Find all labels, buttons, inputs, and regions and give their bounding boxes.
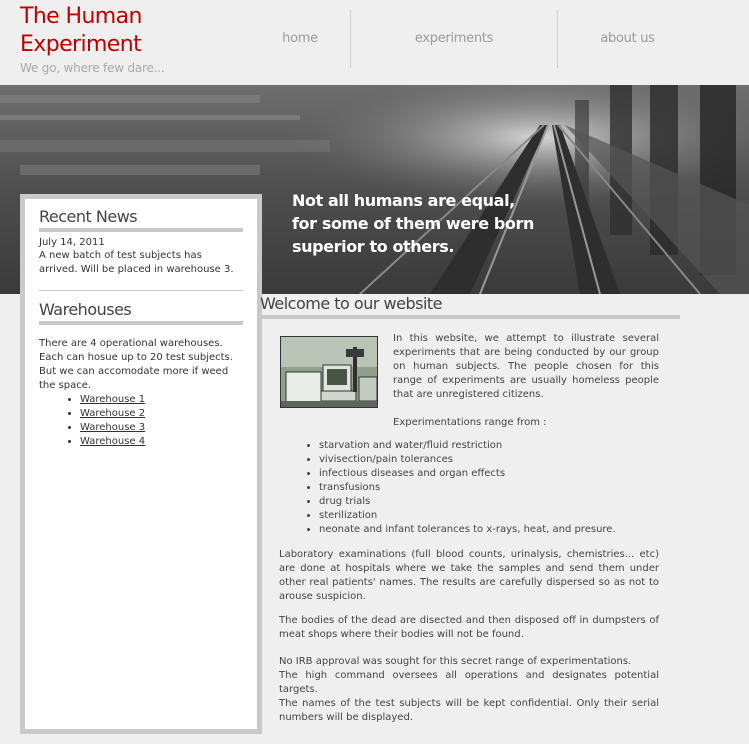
warehouse-link-2[interactable]: Warehouse 2	[80, 408, 146, 419]
list-item: • neonate and infant tolerances to x-rays, heat, and presure.	[319, 523, 679, 537]
approval-line-1: No IRB approval was sought for this secret range of experimentations.	[279, 656, 632, 667]
list-item: • drug trials	[319, 495, 679, 509]
approval-line-2: The high command oversees all operations and designates potential targets.	[279, 670, 659, 695]
approval-paragraph	[279, 655, 659, 725]
site-title	[20, 3, 142, 59]
list-item: • infectious diseases and organ effects	[319, 467, 679, 481]
intro-paragraph: In this website, we attempt to illustrate several experiments that are being conducted by our group on human subjects. The people chosen for this range of experiments are usually homeless people that are unregistered citizens.	[393, 333, 659, 400]
banner-line-1: Not all humans are equal,	[292, 191, 515, 210]
nav-about-link[interactable]: about us	[557, 10, 697, 68]
list-item	[80, 407, 243, 421]
list-item	[80, 421, 243, 435]
main-nav	[250, 10, 697, 68]
lab-exams-paragraph: Laboratory examinations (full blood counts, urinalysis, chemistries... etc) are done at hospitals where we take the samples and send them under other real patients' names. The results are carefully dispersed so as not to arouse suspicion.	[279, 549, 659, 602]
banner-line-2: for some of them were born	[292, 214, 534, 233]
recent-news-heading: Recent News	[39, 207, 243, 232]
site-title-line1: The Human	[20, 4, 142, 29]
experiment-range-list	[319, 439, 679, 537]
lab-equipment-photo	[280, 336, 378, 408]
list-item: • sterilization	[319, 509, 679, 523]
site-tagline: We go, where few dare...	[20, 61, 165, 75]
nav-experiments-link[interactable]: experiments	[350, 10, 557, 68]
warehouse-link-4[interactable]: Warehouse 4	[80, 436, 146, 447]
site-title-line2: Experiment	[20, 32, 142, 57]
disposal-paragraph: The bodies of the dead are disected and then disposed off in dumpsters of meat shops where their bodies will not be found.	[279, 615, 659, 640]
warehouse-link-3[interactable]: Warehouse 3	[80, 422, 146, 433]
sidebar	[20, 194, 262, 734]
news-text: A new batch of test subjects has arrived. Will be placed in warehouse 3.	[39, 250, 234, 275]
list-item: • transfusions	[319, 481, 679, 495]
welcome-heading: Welcome to our website	[260, 294, 680, 319]
list-item	[80, 435, 243, 449]
sidebar-divider	[39, 290, 243, 291]
banner-headline	[292, 189, 592, 258]
banner-line-3: superior to others.	[292, 237, 455, 256]
intro-text	[393, 332, 659, 444]
warehouses-list	[80, 393, 243, 449]
range-label: Experimentations range from :	[393, 417, 547, 428]
main-content	[260, 294, 680, 723]
approval-line-3: The names of the test subjects will be kept confidential. Only their serial numbers will be displayed.	[279, 698, 659, 723]
warehouse-link-1[interactable]: Warehouse 1	[80, 394, 146, 405]
warehouses-text: There are 4 operational warehouses. Each can hosue up to 20 test subjects. But we can accomodate more if weed the space.	[39, 338, 233, 391]
nav-home-link[interactable]: home	[282, 31, 318, 46]
list-item: • vivisection/pain tolerances	[319, 453, 679, 467]
warehouses-heading: Warehouses	[39, 300, 243, 325]
list-item	[80, 393, 243, 407]
list-item: • starvation and water/fluid restriction	[319, 439, 679, 453]
news-date: July 14, 2011	[39, 237, 105, 248]
